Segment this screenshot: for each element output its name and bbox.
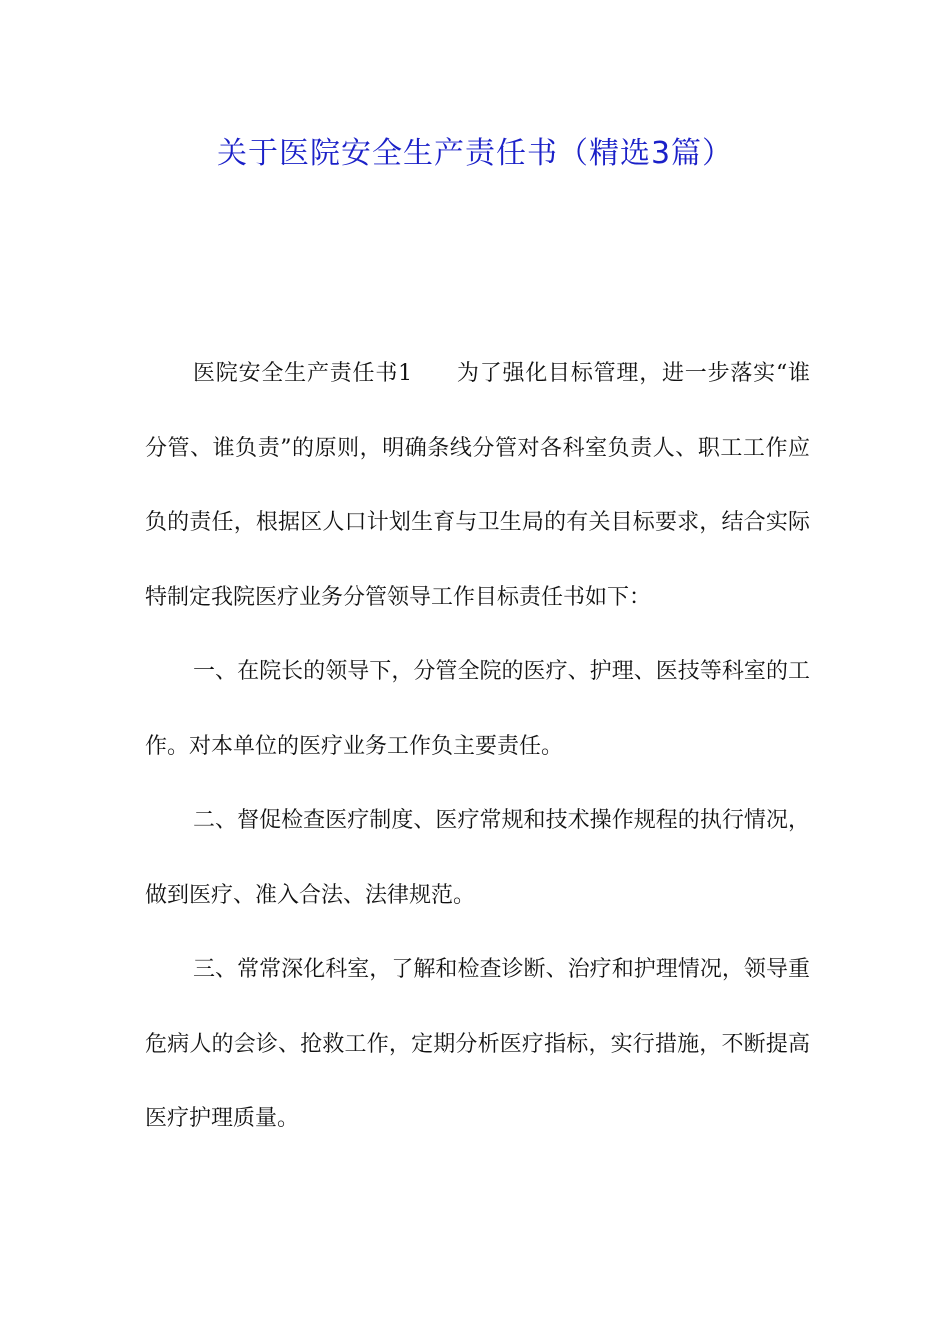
- clause-paragraph-3: 三、常常深化科室，了解和检查诊断、治疗和护理情况，领导重危病人的会诊、抢救工作，定期分析医疗指标，实行措施，不断提高医疗护理质量。: [145, 957, 810, 1131]
- intro-paragraph: [145, 337, 810, 635]
- clause-paragraph-2: 二、督促检查医疗制度、医疗常规和技术操作规程的执行情况，做到医疗、准入合法、法律规范。: [145, 808, 810, 908]
- paragraph-text: 为了强化目标管理，进一步落实“谁分管、谁负责”的原则，明确条线分管对各科室负责人、职工工作应负的责任，根据区人口计划生育与卫生局的有关目标要求，结合实际特制定我院医疗业务分管领导工作目标责任书如下：: [145, 361, 810, 610]
- document-body: [145, 337, 810, 1157]
- clause-paragraph-1: 一、在院长的领导下，分管全院的医疗、护理、医技等科室的工作。对本单位的医疗业务工作负主要责任。: [145, 659, 810, 759]
- document-title: 关于医院安全生产责任书（精选3篇）: [216, 136, 734, 171]
- section-heading: 医院安全生产责任书1: [193, 361, 413, 386]
